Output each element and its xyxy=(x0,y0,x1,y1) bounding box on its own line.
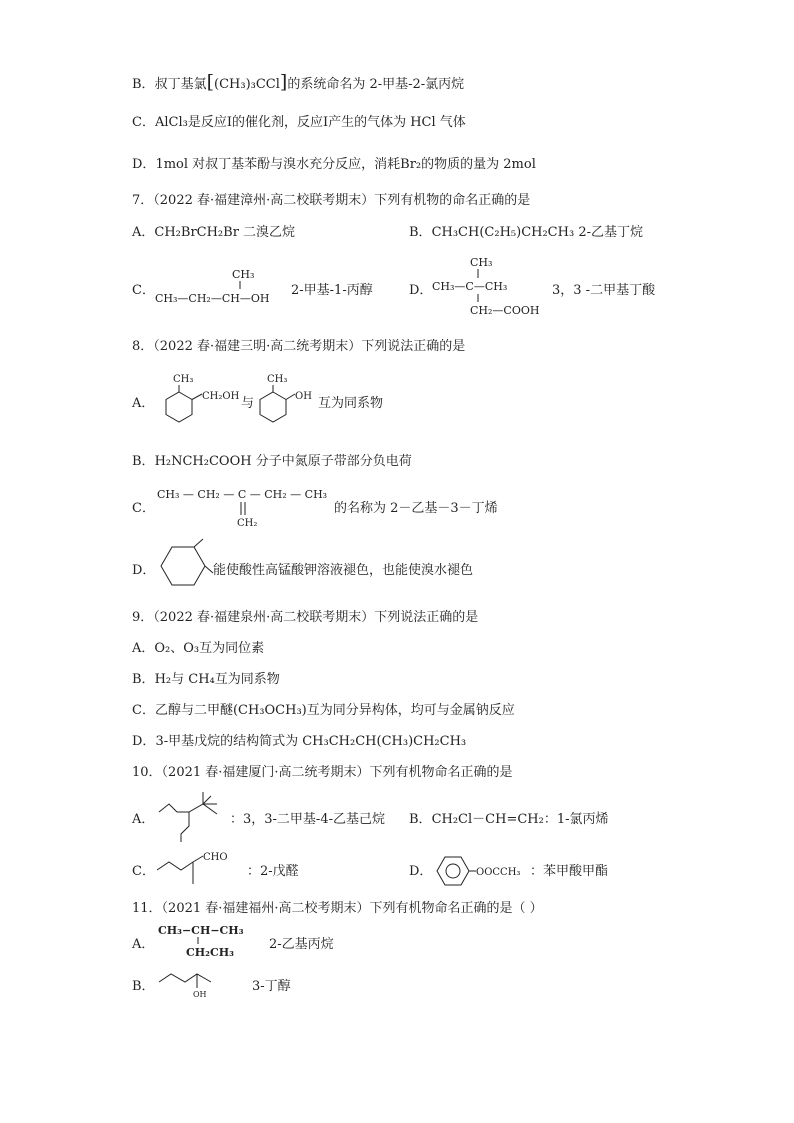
q9-option-b: B．H₂与 CH₄互为同系物 xyxy=(132,672,280,687)
q6-option-c: C．AlCl₃是反应Ⅰ的催化剂，反应Ⅰ产生的气体为 HCl 气体 xyxy=(132,115,466,130)
q7-c-methyl: CH₃ xyxy=(232,268,255,281)
q11-b-skeletal xyxy=(155,966,235,1002)
q7-stem: 7．（2022 春·福建漳州·高二校联考期末）下列有机物的命名正确的是 xyxy=(132,193,531,208)
q10-option-d-label: D． xyxy=(409,864,433,879)
q7-option-d-label: D． xyxy=(409,283,433,298)
q11-option-b-label: B． xyxy=(132,979,155,994)
q10-option-c-label: C． xyxy=(132,864,155,879)
q9-option-c: C．乙醇与二甲醚(CH₃OCH₃)互为同分异构体，均可与金属钠反应 xyxy=(132,703,515,718)
q10-option-a-label: A． xyxy=(132,812,155,827)
q8-c-chain: CH₃ — CH₂ — C — CH₂ — CH₃ xyxy=(157,488,328,501)
q6-option-b: B．叔丁基氯[(CH₃)₃CCl]的系统命名为 2-甲基-2-氯丙烷 xyxy=(132,71,465,93)
q10-d-structure xyxy=(432,853,542,891)
q7-d-name: 3，3 -二甲基丁酸 xyxy=(552,283,656,298)
q11-b-name: 3-丁醇 xyxy=(252,979,291,994)
q7-d-methyl-top: CH₃ xyxy=(470,256,493,269)
q10-option-b: B．CH₂Cl－CH=CH₂：1-氯丙烯 xyxy=(409,812,609,827)
q8-a-benzyl-alcohol xyxy=(155,370,245,440)
q8-a2-methyl: CH₃ xyxy=(267,374,288,385)
q7-option-a: A．CH₂BrCH₂Br 二溴乙烷 xyxy=(132,225,296,240)
q10-c-aldehyde: CHO xyxy=(203,852,228,863)
q8-d-dimethylcyclohexane xyxy=(155,545,215,595)
q8-d-text: 能使酸性高锰酸钾溶液褪色，也能使溴水褪色 xyxy=(213,563,474,578)
q8-c-methylene: CH₂ xyxy=(237,518,258,529)
q6-option-d: D．1mol 对叔丁基苯酚与溴水充分反应，消耗Br₂的物质的量为 2mol xyxy=(132,157,536,172)
q8-option-a-label: A． xyxy=(132,396,155,411)
q9-option-a: A．O₂、O₃互为同位素 xyxy=(132,641,265,656)
q8-a-with: 与 xyxy=(241,396,255,411)
q11-a-chain: CH₃−CH−CH₃ xyxy=(158,924,244,937)
q7-d-structure xyxy=(430,252,550,322)
q10-c-name: ：2-戊醛 xyxy=(247,864,299,879)
q11-a-structure xyxy=(158,922,258,964)
q8-option-c-label: C． xyxy=(132,501,155,516)
q10-d-ester: OOCCH₃ xyxy=(476,867,521,878)
q8-a-cresol xyxy=(255,370,325,440)
q8-c-name: 的名称为 2－乙基－3－丁烯 xyxy=(334,501,498,516)
q7-c-name: 2-甲基-1-丙醇 xyxy=(291,283,373,298)
q8-a2-oh: OH xyxy=(295,391,312,402)
q7-option-c-label: C． xyxy=(132,283,155,298)
q10-stem: 10．（2021 春·福建厦门·高二统考期末）下列有机物命名正确的是 xyxy=(132,765,513,780)
q8-a1-ch2oh: CH₂OH xyxy=(202,391,240,402)
q7-c-chain: CH₃—CH₂—CH—OH xyxy=(155,292,270,305)
q8-c-structure xyxy=(155,482,335,532)
q7-c-structure xyxy=(150,262,290,312)
q11-a-ethyl: CH₂CH₃ xyxy=(186,946,234,959)
q10-a-skeletal xyxy=(155,790,230,846)
q9-option-d: D．3-甲基戊烷的结构简式为 CH₃CH₂CH(CH₃)CH₂CH₃ xyxy=(132,734,467,749)
q7-option-b: B．CH₃CH(C₂H₅)CH₂CH₃ 2-乙基丁烷 xyxy=(409,225,643,240)
q10-a-name: ：3，3-二甲基-4-乙基己烷 xyxy=(230,812,385,827)
q8-option-b: B．H₂NCH₂COOH 分子中氮原子带部分负电荷 xyxy=(132,454,412,469)
q11-stem: 11．（2021 春·福建福州·高二校考期末）下列有机物命名正确的是（ ） xyxy=(132,901,543,916)
q8-a1-methyl: CH₃ xyxy=(173,374,194,385)
q11-b-hydroxyl: OH xyxy=(193,990,207,999)
q8-a-post: 互为同系物 xyxy=(318,396,384,411)
q8-option-d-label: D． xyxy=(132,563,156,578)
q7-d-quaternary: CH₃—C—CH₃ xyxy=(432,280,508,293)
q9-stem: 9．（2022 春·福建泉州·高二校联考期末）下列说法正确的是 xyxy=(132,610,479,625)
q11-a-name: 2-乙基丙烷 xyxy=(269,937,334,952)
q10-d-name: ：苯甲酸甲酯 xyxy=(530,864,609,879)
q10-c-skeletal xyxy=(155,848,245,893)
q11-option-a-label: A． xyxy=(132,937,155,952)
q8-stem: 8．（2022 春·福建三明·高二统考期末）下列说法正确的是 xyxy=(132,339,466,354)
q7-d-acid: CH₂—COOH xyxy=(470,304,540,317)
